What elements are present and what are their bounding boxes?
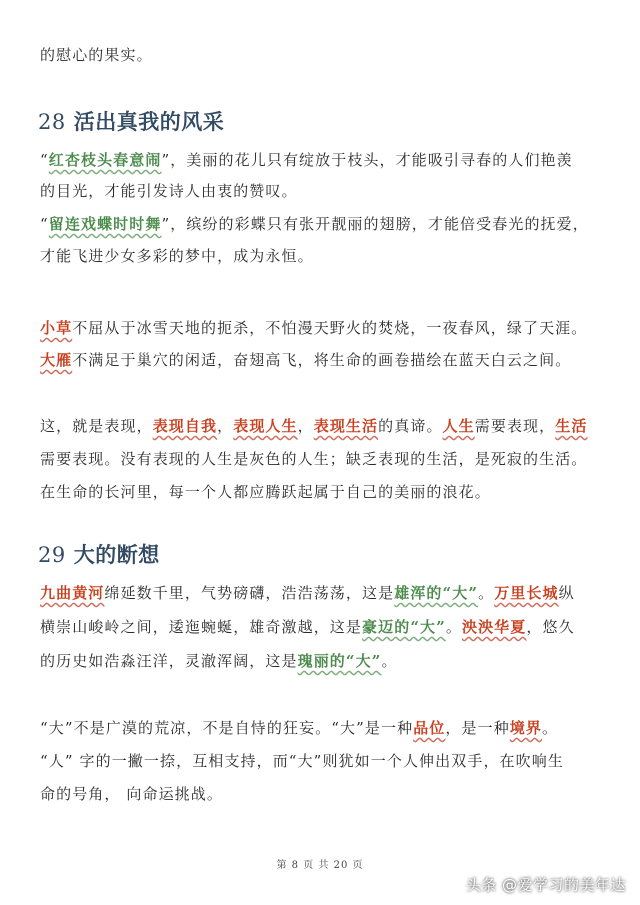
quote-mark: “ xyxy=(40,215,49,233)
s28-p1-line1 xyxy=(40,150,600,170)
phrase-magnificent-da: 瑰丽的“大” xyxy=(297,652,382,670)
intro-text: 的慰心的果实。 xyxy=(40,46,153,64)
s28-p1-text: ”，美丽的花儿只有绽放于枝头，才能吸引寻春的人们艳羡 xyxy=(161,151,573,169)
intro-line xyxy=(40,45,600,65)
s28-p4-line xyxy=(40,350,600,370)
keyword-china: 泱泱华夏 xyxy=(461,618,527,636)
s28-p5-line2 xyxy=(40,449,600,469)
section-28-number: 28 xyxy=(38,110,66,134)
s28-p2-text-2: 才能飞进少女多彩的梦中，成为永恒。 xyxy=(40,247,314,265)
s28-p1-text-2: 的目光，才能引发诗人由衷的赞叹。 xyxy=(40,182,298,200)
quote-mark: “ xyxy=(40,151,49,169)
s28-p2-line1 xyxy=(40,214,600,234)
s29-p2-line1 xyxy=(40,718,600,738)
page-footer: 第 8 页 共 20 页 xyxy=(276,860,364,871)
section-29-heading xyxy=(38,541,160,569)
keyword-grass: 小草 xyxy=(40,319,73,337)
s29-p1-line1 xyxy=(40,583,600,603)
s29-p1-text: 绵延数千里，气势磅礴，浩浩荡荡，这是 xyxy=(104,584,395,602)
s29-p1-text: 的历史如浩淼汪洋，灵澈浑阔，这是 xyxy=(40,652,298,670)
s29-p2-line3 xyxy=(40,784,600,804)
section-28-heading xyxy=(38,108,224,136)
s29-p2-text: ，是一种 xyxy=(445,719,510,737)
period: 。 xyxy=(542,719,559,737)
period: 。 xyxy=(381,652,398,670)
s29-p1-line3 xyxy=(40,651,600,671)
s28-p5-text: 的真谛。 xyxy=(378,417,443,435)
s29-p1-text: ，悠久 xyxy=(526,618,575,636)
s29-p2-text-2: “人” 字的一撇一捺，互相支持，而“大”则犹如一个人伸出双手，在吹响生 xyxy=(40,752,564,770)
period: 。 xyxy=(445,618,462,636)
keyword-living: 生活 xyxy=(555,417,588,435)
s29-p2-text: “大”不是广漠的荒凉，不是自恃的狂妄。“大”是一种 xyxy=(40,719,414,737)
s28-p4-text: 不满足于巢穴的闲适，奋翅高飞，将生命的画卷描绘在蓝天白云之间。 xyxy=(72,351,572,369)
keyword-express-living: 表现生活 xyxy=(313,417,379,435)
s28-p3-text: 不屈从于冰雪天地的扼杀，不怕漫天野火的焚烧，一夜春风，绿了天涯。 xyxy=(72,319,588,337)
keyword-goose: 大雁 xyxy=(40,351,73,369)
s29-p2-line2 xyxy=(40,751,600,771)
poem-phrase-2: 留连戏蝶时时舞 xyxy=(48,215,162,233)
keyword-express-self: 表现自我 xyxy=(152,417,218,435)
keyword-yellow-river: 九曲黄河 xyxy=(40,584,105,602)
keyword-life: 人生 xyxy=(442,417,475,435)
s28-p2-text: ”，缤纷的彩蝶只有张开靓丽的翅膀，才能倍受春光的抚爱， xyxy=(161,215,589,233)
comma: ， xyxy=(297,417,314,435)
s28-p5-text: 这，就是表现， xyxy=(40,417,153,435)
s28-p3-line xyxy=(40,318,600,338)
s28-p5-text-3: 在生命的长河里，每一个人都应腾跃起属于自己的美丽的浪花。 xyxy=(40,483,491,501)
period: 。 xyxy=(478,584,495,602)
section-29-number: 29 xyxy=(38,543,66,567)
s29-p1-text: 横崇山峻岭之间，逶迤蜿蜒，雄奇激越，这是 xyxy=(40,618,363,636)
s29-p1-line2 xyxy=(40,617,600,637)
section-29-title: 大的断想 xyxy=(73,542,160,567)
s28-p5-text: 需要表现， xyxy=(474,417,556,435)
watermark: 头条 @爱学习的美年达 xyxy=(465,876,626,894)
keyword-realm: 境界 xyxy=(509,719,542,737)
keyword-great-wall: 万里长城 xyxy=(494,584,559,602)
s28-p1-line2 xyxy=(40,181,600,201)
s29-p1-text: 纵 xyxy=(558,584,575,602)
section-28-title: 活出真我的风采 xyxy=(73,109,225,134)
keyword-express-life: 表现人生 xyxy=(233,417,298,435)
comma: ， xyxy=(217,417,234,435)
s28-p2-line2 xyxy=(40,246,600,266)
phrase-heroic-da: 豪迈的“大” xyxy=(362,618,446,636)
keyword-taste: 品位 xyxy=(413,719,446,737)
phrase-majestic-da: 雄浑的“大” xyxy=(394,584,479,602)
s28-p5-text-2: 需要表现。没有表现的人生是灰色的人生；缺乏表现的生活，是死寂的生活。 xyxy=(40,450,588,468)
s29-p2-text-3: 命的号角， 向命运挑战。 xyxy=(40,785,223,803)
s28-p5-line1 xyxy=(40,416,600,436)
poem-phrase-1: 红杏枝头春意闹 xyxy=(48,151,162,169)
s28-p5-line3 xyxy=(40,482,600,502)
